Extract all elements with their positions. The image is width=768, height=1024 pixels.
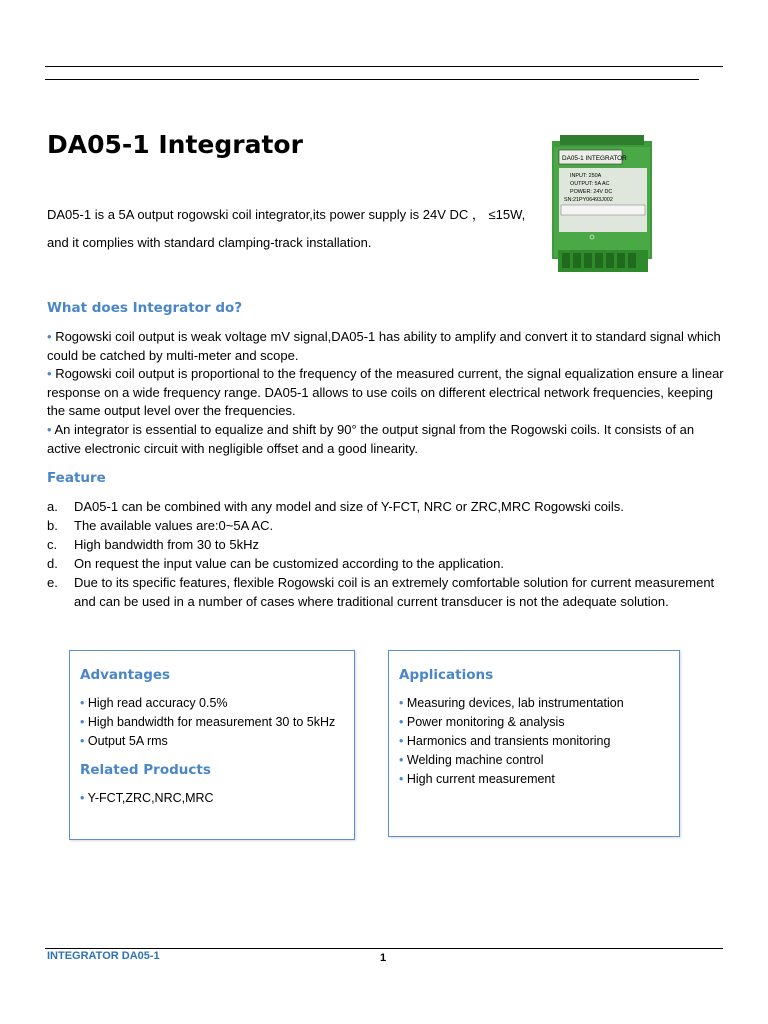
device-line-3: POWER: 24V DC [570, 189, 613, 195]
list-item: • Rogowski coil output is weak voltage mV signal,DA05-1 has ability to amplify and convert it to standard signal which could be catched by multi-meter and scope. [47, 329, 721, 363]
list-item: • Harmonics and transients monitoring [399, 734, 611, 748]
list-item: • High read accuracy 0.5% [80, 696, 228, 710]
list-item: e. Due to its specific features, flexible Rogowski coil is an extremely comfortable solution for current measurement and can be used in a number of cases where traditional current transducer is not the adequate solution. [47, 575, 715, 609]
list-item: • Rogowski coil output is proportional to the frequency of the measured current, the signal equalization ensure a linear response on a wide frequency range. DA05-1 allows to use coils on different electrical network frequencies, keeping the same output level over the frequencies. [47, 366, 724, 419]
list-item: b. The available values are:0~5A AC. [47, 518, 274, 533]
device-line-2: OUTPUT: 5A AC [570, 181, 610, 187]
bullet-icon: • [47, 421, 52, 437]
product-image [550, 135, 655, 277]
header-rule-top [45, 66, 723, 67]
applications-box [388, 650, 680, 837]
header-rule-bottom [45, 79, 699, 80]
what-does-list [47, 328, 727, 458]
list-item: • Y-FCT,ZRC,NRC,MRC [80, 791, 214, 805]
page-number: 1 [380, 952, 387, 964]
bullet-icon: • [80, 791, 85, 805]
feature-list [47, 497, 727, 611]
bullet-icon: • [399, 715, 404, 729]
list-item: • Power monitoring & analysis [399, 715, 565, 729]
applications-list [399, 694, 624, 789]
bullet-icon: • [80, 696, 85, 710]
advantages-heading: Advantages [80, 667, 171, 683]
list-item: c. High bandwidth from 30 to 5kHz [47, 537, 259, 552]
bullet-icon: • [47, 329, 52, 344]
related-products-heading: Related Products [80, 762, 211, 778]
list-item: • Welding machine control [399, 753, 544, 767]
list-item: • Measuring devices, lab instrumentation [399, 696, 624, 710]
page-title: DA05-1 Integrator [47, 130, 303, 159]
bullet-icon: • [47, 366, 52, 382]
bullet-icon: • [80, 715, 85, 729]
device-line-1: INPUT: 250A [570, 173, 602, 179]
device-line-4: SN:21PY06493J002 [564, 197, 613, 203]
related-products-list [80, 789, 214, 808]
list-item: • High bandwidth for measurement 30 to 5kHz [80, 715, 336, 729]
intro-line-1: DA05-1 is a 5A output rogowski coil integrator,its power supply is 24V DC ， ≤15W, [47, 207, 526, 222]
section-heading-what-does: What does Integrator do? [47, 300, 243, 316]
device-label: DA05-1 INTEGRATOR [562, 155, 627, 162]
bullet-icon: • [399, 696, 404, 710]
advantages-list [80, 694, 335, 751]
list-item: • High current measurement [399, 772, 555, 786]
section-heading-feature: Feature [47, 470, 106, 486]
list-item: d. On request the input value can be customized according to the application. [47, 556, 504, 571]
bullet-icon: • [399, 753, 404, 767]
intro-line-2: and it complies with standard clamping-track installation. [47, 235, 372, 250]
bullet-icon: • [80, 734, 85, 748]
footer-doc-name: INTEGRATOR DA05-1 [47, 950, 160, 962]
bullet-icon: • [399, 734, 404, 748]
applications-heading: Applications [399, 667, 494, 683]
bullet-icon: • [399, 772, 404, 786]
list-item: a. DA05-1 can be combined with any model and size of Y-FCT, NRC or ZRC,MRC Rogowski coils. [47, 499, 624, 514]
list-item: • An integrator is essential to equalize and shift by 90° the output signal from the Rogowski coils. It consists of an active electronic circuit with negligible offset and a good linearity. [47, 421, 695, 456]
advantages-box [69, 650, 355, 840]
footer-rule [45, 948, 723, 949]
list-item: • Output 5A rms [80, 734, 168, 748]
